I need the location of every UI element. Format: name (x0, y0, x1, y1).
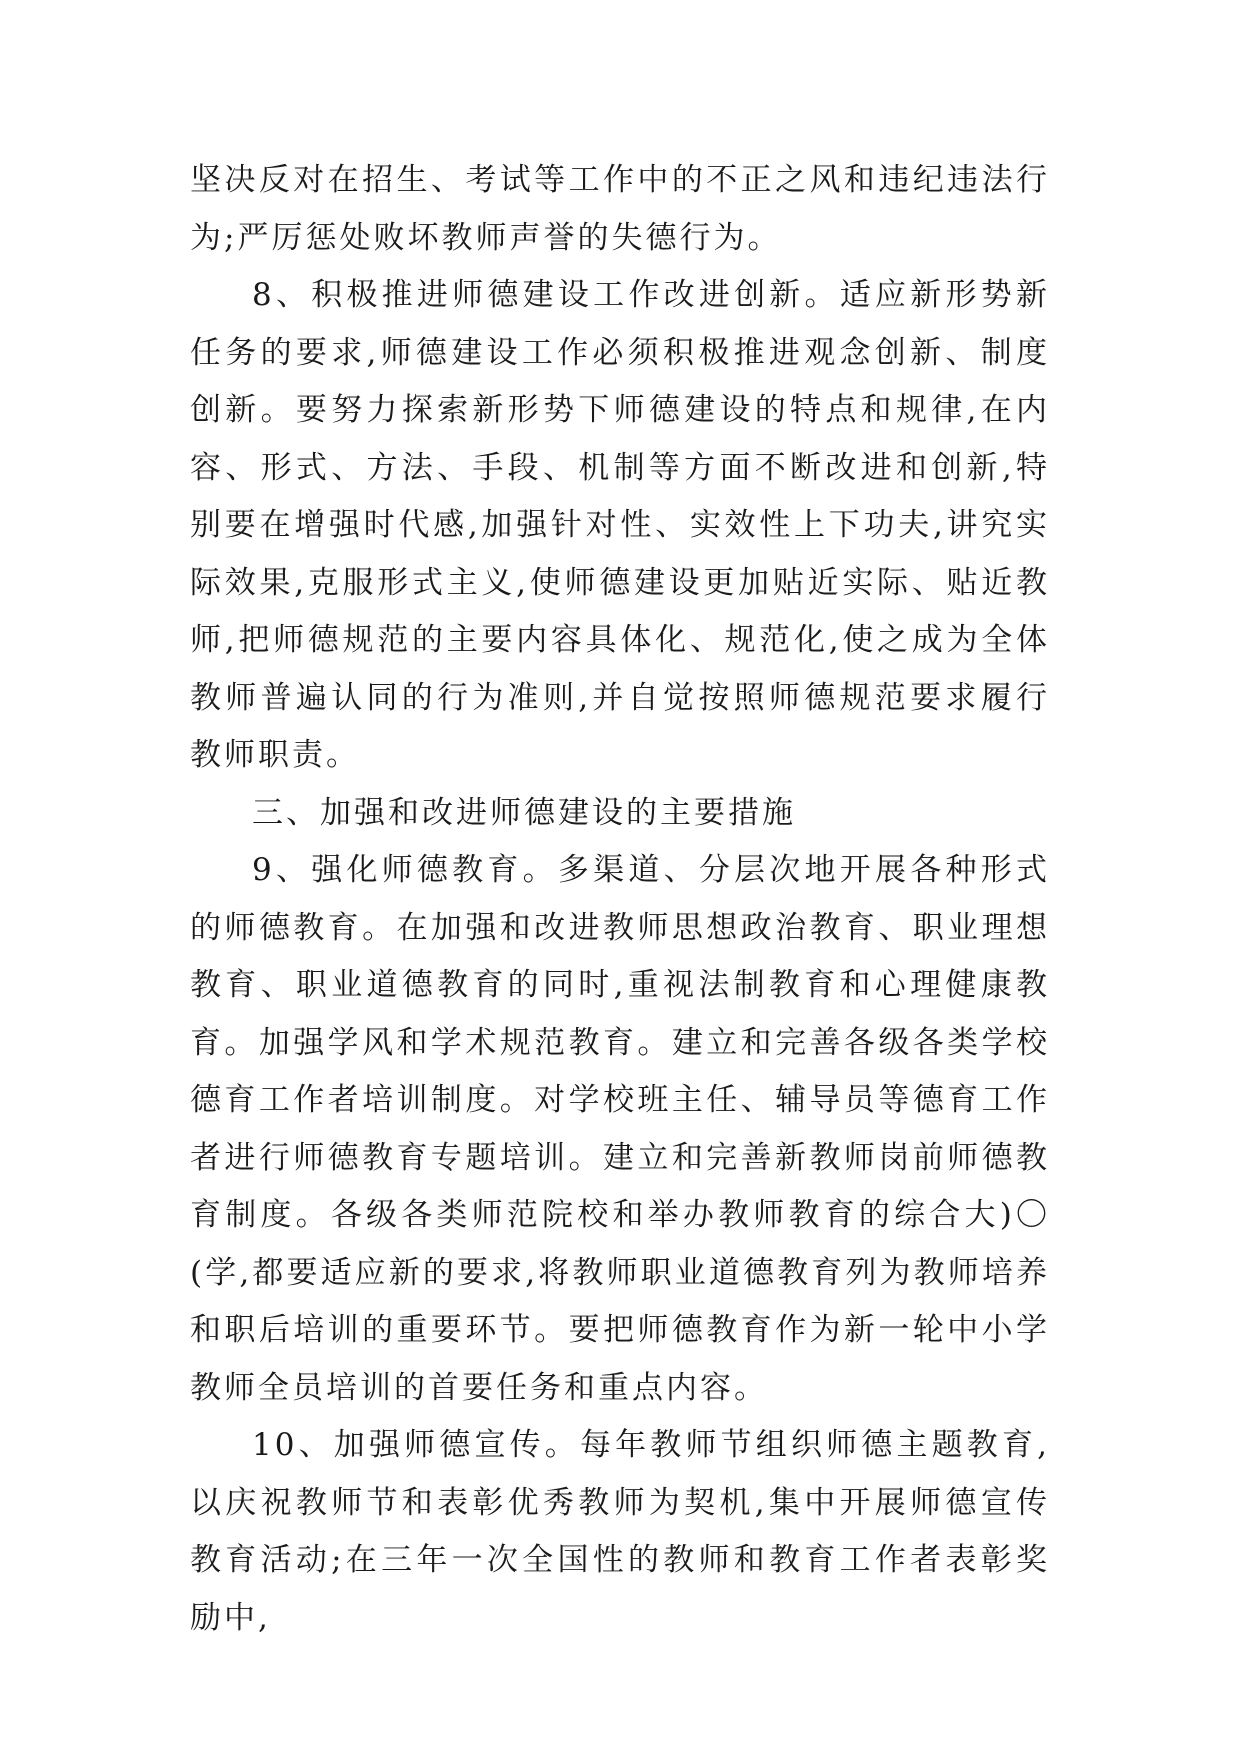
paragraph-item-10: 10、加强师德宣传。每年教师节组织师德主题教育,以庆祝教师节和表彰优秀教师为契机,集中开展师德宣传教育活动;在三年一次全国性的教师和教育工作者表彰奖励中, (190, 1427, 1050, 1636)
paragraph-item-9: 9、强化师德教育。多渠道、分层次地开展各种形式的师德教育。在加强和改进教师思想政治教育、职业理想教育、职业道德教育的同时,重视法制教育和心理健康教育。加强学风和学术规范教育。建立和完善各级各类学校德育工作者培训制度。对学校班主任、辅导员等德育工作者进行师德教育专题培训。建立和完善新教师岗前师德教育制度。各级各类师范院校和举办教师教育的综合大)〇(学,都要适应新的要求,将教师职业道德教育列为教师培养和职后培训的重要环节。要把师德教育作为新一轮中小学教师全员培训的首要任务和重点内容。 (190, 852, 1050, 1406)
section-heading-3: 三、加强和改进师德建设的主要措施 (252, 794, 796, 831)
paragraph-continuation: 坚决反对在招生、考试等工作中的不正之风和违纪违法行为;严厉惩处败坏教师声誉的失德行为。 (190, 162, 1050, 256)
paragraph-item-8: 8、积极推进师德建设工作改进创新。适应新形势新任务的要求,师德建设工作必须积极推进观念创新、制度创新。要努力探索新形势下师德建设的特点和规律,在内容、形式、方法、手段、机制等方面不断改进和创新,特别要在增强时代感,加强针对性、实效性上下功夫,讲究实际效果,克服形式主义,使师德建设更加贴近实际、贴近教师,把师德规范的主要内容具体化、规范化,使之成为全体教师普遍认同的行为准则,并自觉按照师德规范要求履行教师职责。 (190, 277, 1050, 773)
document-page (190, 152, 1050, 1647)
